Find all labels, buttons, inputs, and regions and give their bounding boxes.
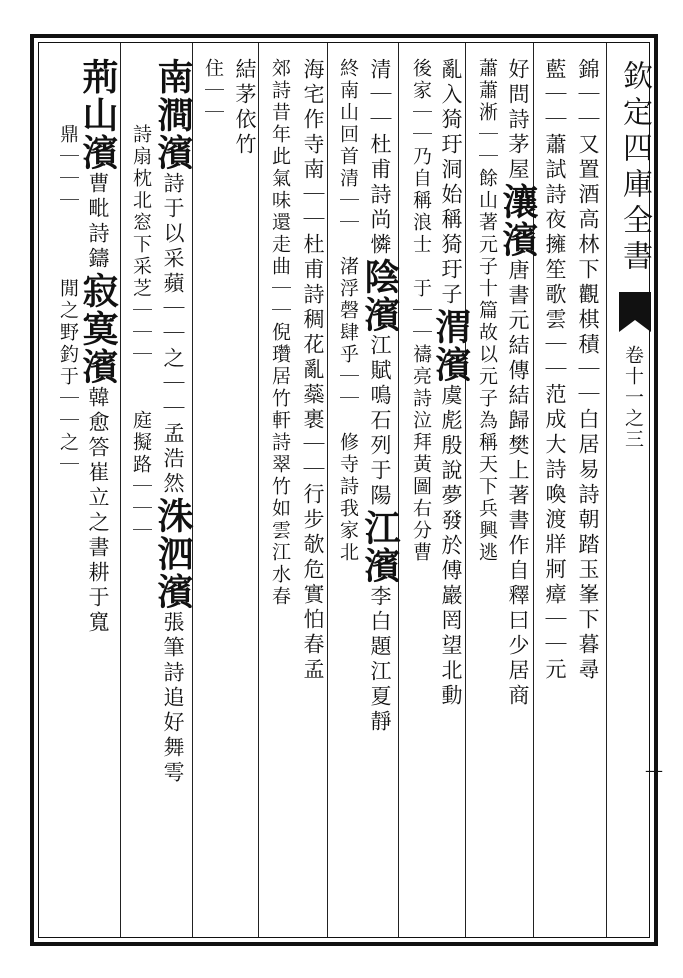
entry-heading: 南澗濱 (152, 58, 194, 172)
text-column (128, 58, 154, 542)
entry-text: 錦｜｜又置酒高林下觀棋積｜｜白居易詩朝踏玉峯下暮尋 (576, 58, 600, 683)
entry-text: 唐書元結傳結歸樊上著書作自釋曰少居商 (506, 259, 530, 709)
entry-text: 後家｜｜乃自稱浪士 (410, 58, 432, 256)
entry-text: 渚浮磬肆乎｜｜ (337, 256, 359, 410)
entry-heading: 荊山濱 (77, 58, 119, 172)
text-column (267, 58, 293, 608)
entry-text: 鼎｜｜｜ (57, 58, 79, 212)
entry-text: 終南山回首清｜｜ (337, 58, 359, 234)
entry-text: 張筆詩追好舞雩 (161, 611, 185, 786)
text-column (575, 58, 601, 683)
entry-text: 修寺詩我家北 (337, 432, 359, 564)
entry-heading: 渭濱 (430, 308, 472, 384)
text-column (77, 58, 119, 636)
entry-text: 曹毗詩鑄 (86, 172, 110, 272)
entry-text: 詩扇枕北窓下采芝｜｜｜ (130, 58, 152, 366)
column-divider (398, 43, 399, 937)
text-column (408, 58, 434, 564)
book-title: 欽定四庫全書 (617, 60, 652, 276)
text-column (55, 58, 81, 476)
text-column (152, 58, 194, 786)
entry-text: 江賦鳴石列于陽 (368, 334, 392, 509)
entry-heading: 江濱 (359, 509, 401, 585)
entry-text: 蕭蕭淅｜｜餘山著元子十篇故以元子為稱天下兵興逃 (476, 58, 498, 564)
entry-text (337, 234, 359, 256)
entry-text: 住｜｜ (202, 58, 224, 124)
column-divider (327, 43, 328, 937)
entry-text: 郊詩昔年此氣味還走曲｜｜倪瓚居竹軒詩翠竹如雲江水春 (269, 58, 291, 608)
text-column (474, 58, 500, 564)
column-divider (258, 43, 259, 937)
entry-text: 清｜｜杜甫詩尚憐 (368, 58, 392, 258)
entry-text: 庭擬路｜｜｜ (130, 410, 152, 542)
entry-text: 李白題江夏靜 (368, 585, 392, 735)
volume-label: 卷十一之三 (622, 345, 644, 450)
entry-text: 亂入猗玗洞始稱猗玗子 (439, 58, 463, 308)
entry-text: 好問詩茅屋 (506, 58, 530, 183)
text-column (232, 58, 258, 158)
entry-text (410, 256, 432, 278)
text-column (430, 58, 472, 709)
entry-text (57, 212, 79, 278)
text-column (542, 58, 568, 683)
entry-text: 藍｜｜蕭試詩夜擁笙歌雲｜｜范成大詩喚渡牂牁瘴｜｜元 (543, 58, 567, 683)
text-column (497, 58, 539, 709)
text-column (359, 58, 401, 735)
entry-text: 于｜｜禱亮詩泣拜黃圖右分曹 (410, 278, 432, 564)
entry-text (337, 410, 359, 432)
text-column (200, 58, 226, 124)
entry-text: 海宅作寺南｜｜杜甫詩稠花亂蘂裹｜｜行步欹危實怕春孟 (301, 58, 325, 683)
column-divider (606, 43, 607, 937)
column-divider (465, 43, 466, 937)
entry-heading: 寂寞濱 (77, 272, 119, 386)
entry-text: 詩于以采蘋｜｜之｜｜孟浩然 (161, 172, 185, 497)
entry-text: 結茅依竹 (233, 58, 257, 158)
column-divider (533, 43, 534, 937)
entry-heading: 瀼濱 (497, 183, 539, 259)
margin-tick: — (645, 760, 663, 781)
entry-text: 閒之野釣于｜｜之｜ (57, 278, 79, 476)
entry-text (130, 366, 152, 410)
text-column (300, 58, 326, 683)
text-column (335, 58, 361, 564)
entry-heading: 洙泗濱 (152, 497, 194, 611)
entry-text: 虞彪殷說夢發於傅巖罔望北動 (439, 384, 463, 709)
entry-text: 韓愈答崔立之書耕于寬 (86, 386, 110, 636)
entry-heading: 陰濱 (359, 258, 401, 334)
column-divider (192, 43, 193, 937)
column-divider (120, 43, 121, 937)
